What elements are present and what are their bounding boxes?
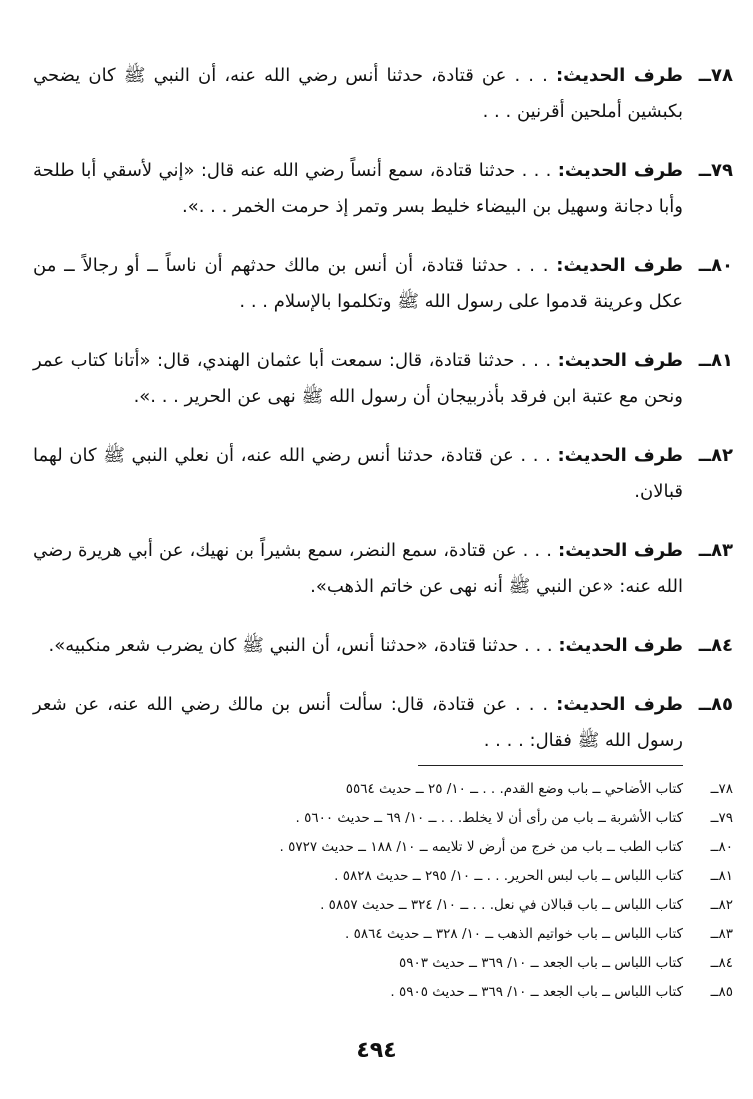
page-number: ٤٩٤ [356,1038,397,1063]
hadith-entry-83 [33,533,733,605]
entry-number: ٨٢ــ [698,445,733,466]
entry-text: . . . عن قتادة، حدثنا أنس رضي الله عنه، أن النبي ﷺ كان يضحي بكبشين أملحين أقرنين . . . [33,65,683,122]
entry-number: ٨٤ــ [698,635,733,656]
footnote-text: كتاب اللباس ــ باب خواتيم الذهب ــ ١٠/ ٣٢٨ ــ حديث ٥٨٦٤ . [345,926,683,942]
footnote-text: كتاب اللباس ــ باب الجعد ــ ١٠/ ٣٦٩ ــ حديث ٥٩٠٥ . [390,984,683,1000]
entry-number: ٨٥ــ [698,694,733,715]
entry-text: . . . عن قتادة، قال: سألت أنس بن مالك رضي الله عنه، عن شعر رسول الله ﷺ فقال: . . . . [33,694,683,751]
footnote-78 [123,775,733,804]
footnote-number: ٨٤ــ [710,955,733,971]
entry-number: ٧٩ــ [698,160,733,181]
footnote-number: ٨٠ــ [710,839,733,855]
entry-text: . . . حدثنا قتادة، «حدثنا أنس، أن النبي ﷺ كان يضرب شعر منكبيه». [48,635,559,656]
footnote-text: كتاب اللباس ــ باب لبس الحرير. . . ــ ١٠/ ٢٩٥ ــ حديث ٥٨٢٨ . [334,868,683,884]
footnote-81 [123,862,733,891]
entry-text: . . . حدثنا قتادة، قال: سمعت أبا عثمان الهندي، قال: «أتانا كتاب عمر ونحن مع عتبة ابن فرقد بأذربيجان أن رسول الله ﷺ نهى عن الحرير . . .». [33,350,683,407]
entry-number: ٧٨ــ [698,65,733,86]
footnote-number: ٨٣ــ [710,926,733,942]
footnote-text: كتاب الأضاحي ــ باب وضع القدم. . . ــ ١٠/ ٢٥ ــ حديث ٥٥٦٤ [345,781,683,797]
entry-text: . . . عن قتادة، حدثنا أنس رضي الله عنه، أن نعلي النبي ﷺ كان لهما قبالان. [33,445,683,502]
entry-lead: طرف الحديث: [557,445,683,466]
footnote-number: ٨٢ــ [710,897,733,913]
entry-lead: طرف الحديث: [557,160,683,181]
footnote-text: كتاب اللباس ــ باب الجعد ــ ١٠/ ٣٦٩ ــ حديث ٥٩٠٣ [398,955,683,971]
hadith-entry-81 [33,343,733,415]
footnote-number: ٨٥ــ [710,984,733,1000]
footnote-divider [418,765,683,766]
footnote-84 [123,949,733,978]
footnote-text: كتاب الطب ــ باب من خرج من أرض لا تلايمه ــ ١٠/ ١٨٨ ــ حديث ٥٧٢٧ . [279,839,683,855]
hadith-entry-84 [33,628,733,664]
footnote-text: كتاب الأشربة ــ باب من رأى أن لا يخلط. . . ــ ١٠/ ٦٩ ــ حديث ٥٦٠٠ . [295,810,683,826]
entry-text: . . . حدثنا قتادة، سمع أنساً رضي الله عنه قال: «إني لأسقي أبا طلحة وأبا دجانة وسهيل بن البيضاء خليط بسر وتمر إذ حرمت الخمر . . .». [33,160,683,217]
hadith-entries [33,58,733,782]
hadith-entry-78 [33,58,733,130]
entry-lead: طرف الحديث: [558,635,683,656]
entry-lead: طرف الحديث: [555,65,683,86]
footnote-number: ٧٨ــ [710,781,733,797]
hadith-entry-80 [33,248,733,320]
hadith-entry-82 [33,438,733,510]
hadith-entry-79 [33,153,733,225]
entry-number: ٨٣ــ [698,540,733,561]
entry-lead: طرف الحديث: [556,255,683,276]
entry-lead: طرف الحديث: [557,350,684,371]
footnote-80 [123,833,733,862]
entry-lead: طرف الحديث: [558,540,683,561]
footnote-85 [123,978,733,1007]
footnote-82 [123,891,733,920]
footnotes [123,775,733,1007]
entry-text: . . . عن قتادة، سمع النضر، سمع بشيراً بن نهيك، عن أبي هريرة رضي الله عنه: «عن النبي ﷺ أنه نهى عن خاتم الذهب». [33,540,683,597]
footnote-text: كتاب اللباس ــ باب قبالان في نعل. . . ــ ١٠/ ٣٢٤ ــ حديث ٥٨٥٧ . [320,897,683,913]
hadith-entry-85 [33,687,733,759]
entry-text: . . . حدثنا قتادة، أن أنس بن مالك حدثهم أن ناساً ــ أو رجالاً ــ من عكل وعرينة قدموا على رسول الله ﷺ وتكلموا بالإسلام . . . [33,255,683,312]
footnote-number: ٧٩ــ [710,810,733,826]
footnote-number: ٨١ــ [710,868,733,884]
entry-number: ٨٠ــ [698,255,733,276]
footnote-79 [123,804,733,833]
entry-lead: طرف الحديث: [556,694,684,715]
footnote-83 [123,920,733,949]
entry-number: ٨١ــ [698,350,733,371]
